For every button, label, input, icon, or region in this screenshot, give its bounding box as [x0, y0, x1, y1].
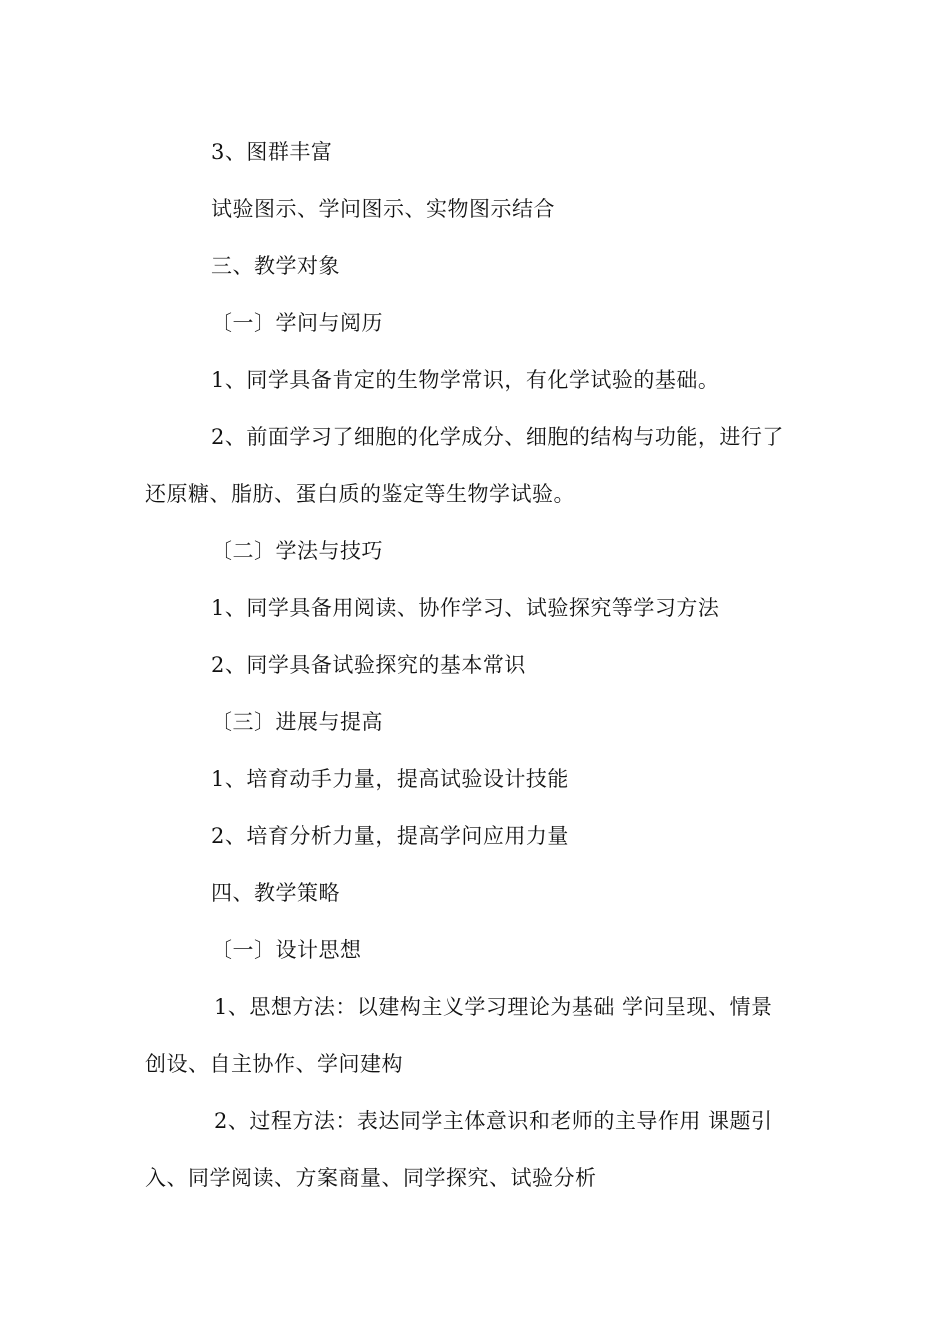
section-heading-4: 四、教学策略 — [211, 881, 340, 905]
subsection-heading: 〔三〕进展与提高 — [211, 710, 383, 734]
subsection-heading: 〔一〕设计思想 — [211, 938, 362, 962]
list-item: 2、培育分析力量，提高学问应用力量 — [211, 824, 569, 848]
list-item: 1、思想方法：以建构主义学习理论为基础 学问呈现、情景 — [214, 995, 773, 1019]
list-item: 2、同学具备试验探究的基本常识 — [211, 653, 526, 677]
list-item-continuation: 创设、自主协作、学问建构 — [145, 1052, 403, 1076]
list-item-continuation: 入、同学阅读、方案商量、同学探究、试验分析 — [145, 1166, 597, 1190]
list-item: 2、前面学习了细胞的化学成分、细胞的结构与功能，进行了 — [211, 425, 784, 449]
list-item: 1、同学具备用阅读、协作学习、试验探究等学习方法 — [211, 596, 720, 620]
item-3-heading: 3、图群丰富 — [211, 140, 333, 164]
paragraph-line: 试验图示、学问图示、实物图示结合 — [211, 197, 555, 221]
list-item: 1、培育动手力量，提高试验设计技能 — [211, 767, 569, 791]
list-item: 2、过程方法：表达同学主体意识和老师的主导作用 课题引 — [214, 1109, 773, 1133]
subsection-heading: 〔二〕学法与技巧 — [211, 539, 383, 563]
section-heading-3: 三、教学对象 — [211, 254, 340, 278]
list-item: 1、同学具备肯定的生物学常识，有化学试验的基础。 — [211, 368, 720, 392]
subsection-heading: 〔一〕学问与阅历 — [211, 311, 383, 335]
list-item-continuation: 还原糖、脂肪、蛋白质的鉴定等生物学试验。 — [145, 482, 575, 506]
